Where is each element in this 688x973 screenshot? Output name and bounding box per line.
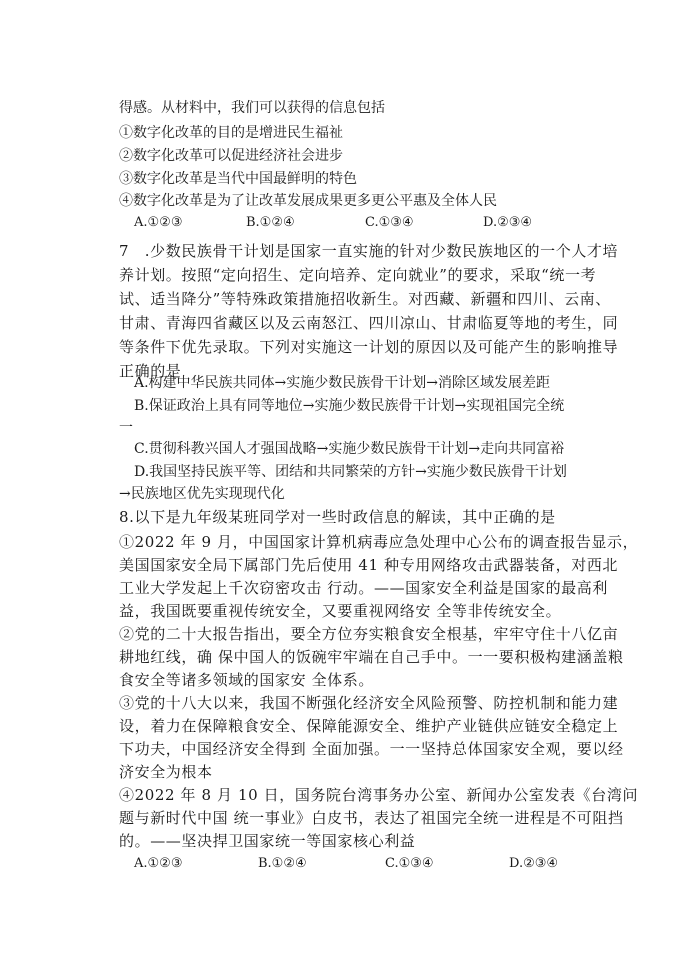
q7-stem-line-1: 7 .少数民族骨干计划是国家一直实施的针对少数民族地区的一个人才培 [119, 242, 619, 260]
q8-body-line-9: 设，着力在保障粮食安全、保障能源安全、维护产业链供应链安全稳定上 [119, 717, 619, 735]
q8-option-b: B.①②④ [258, 856, 307, 871]
q8-option-c: C.①③④ [385, 856, 434, 871]
q8-body-line-4: 益，我国既要重视传统安全，又要重视网络安 全等非传统安全。 [119, 602, 562, 620]
q6-option-b: B.①②④ [246, 215, 295, 230]
q7-stem-line-5: 等条件下优先录取。下列对实施这一计划的原因以及可能产生的影响推导 [119, 338, 619, 356]
q8-body-line-14: 的。——坚决捍卫国家统一等国家核心利益 [119, 832, 416, 850]
q7-option-b-cont: 一 [119, 420, 133, 436]
q7-option-b: B.保证政治上具有同等地位→实施少数民族骨干计划→实现祖国完全统 [134, 398, 565, 414]
q7-stem-line-6: 正确的是 [119, 362, 182, 380]
q7-stem-line-3: 试、适当降分”等特殊政策措施招收新生。对西藏、新疆和四川、云南、 [119, 290, 611, 308]
q7-option-a: A.构建中华民族共同体→实施少数民族骨干计划→消除区域发展差距 [134, 375, 551, 391]
q6-option-c: C.①③④ [365, 215, 414, 230]
q6-option-a: A.①②③ [134, 215, 183, 230]
q8-body-line-1: ①2022 年 9 月，中国国家计算机病毒应急处理中心公布的调查报告显示， [119, 533, 639, 551]
q8-body-line-13: 题与新时代中国 统一事业》白皮书，表达了祖国完全统一进程是不可阻挡 [119, 809, 624, 827]
q6-statement-4: ④数字化改革是为了让改革发展成果更多更公平惠及全体人民 [119, 193, 497, 209]
q8-option-a: A.①②③ [134, 856, 183, 871]
q6-option-d: D.②③④ [483, 215, 533, 230]
q6-statement-3: ③数字化改革是当代中国最鲜明的特色 [119, 171, 357, 187]
q7-stem-line-4: 甘肃、青海四省藏区以及云南怒江、四川凉山、甘肃临夏等地的考生，同 [119, 314, 619, 332]
q7-option-c: C.贯彻科教兴国人才强国战略→实施少数民族骨干计划→走向共同富裕 [134, 441, 565, 457]
q7-stem-line-2: 养计划。按照“定向招生、定向培养、定向就业”的要求，采取“统一考 [119, 266, 597, 284]
q7-option-d: D.我国坚持民族平等、团结和共同繁荣的方针→实施少数民族骨干计划 [134, 464, 567, 480]
q8-body-line-7: 食安全等诸多领域的国家安 全体系。 [119, 671, 374, 689]
q6-statement-1: ①数字化改革的目的是增进民生福祉 [119, 125, 343, 141]
q7-option-d-cont: →民族地区优先实现现代化 [119, 486, 285, 502]
q8-body-line-3: 工业大学发起上千次窃密攻击 行动。——国家安全利益是国家的最高利 [119, 579, 608, 597]
q8-body-line-6: 耕地红线，确 保中国人的饭碗牢牢端在自己手中。一一要积极构建涵盖粮 [119, 648, 624, 666]
q8-body-line-5: ②党的二十大报告指出，要全方位夯实粮食安全根基，牢牢守住十八亿亩 [119, 625, 619, 643]
q8-body-line-12: ④2022 年 8 月 10 日，国务院台湾事务办公室、新闻办公室发表《台湾问 [119, 786, 639, 804]
q6-statement-2: ②数字化改革可以促进经济社会进步 [119, 148, 343, 164]
q8-body-line-10: 下功夫，中国经济安全得到 全面加强。一一坚持总体国家安全观，要以经 [119, 740, 624, 758]
q8-body-line-8: ③党的十八大以来，我国不断强化经济安全风险预警、防控机制和能力建 [119, 694, 619, 712]
q8-body-line-2: 美国国家安全局下属部门先后使用 41 种专用网络攻击武器装备，对西北 [119, 556, 619, 574]
q8-option-d: D.②③④ [509, 856, 559, 871]
q8-stem: 8.以下是九年级某班同学对一些时政信息的解读，其中正确的是 [119, 508, 556, 526]
q8-body-line-11: 济安全为根本 [119, 763, 213, 781]
q6-stem-tail: 得感。从材料中，我们可以获得的信息包括 [119, 100, 385, 116]
